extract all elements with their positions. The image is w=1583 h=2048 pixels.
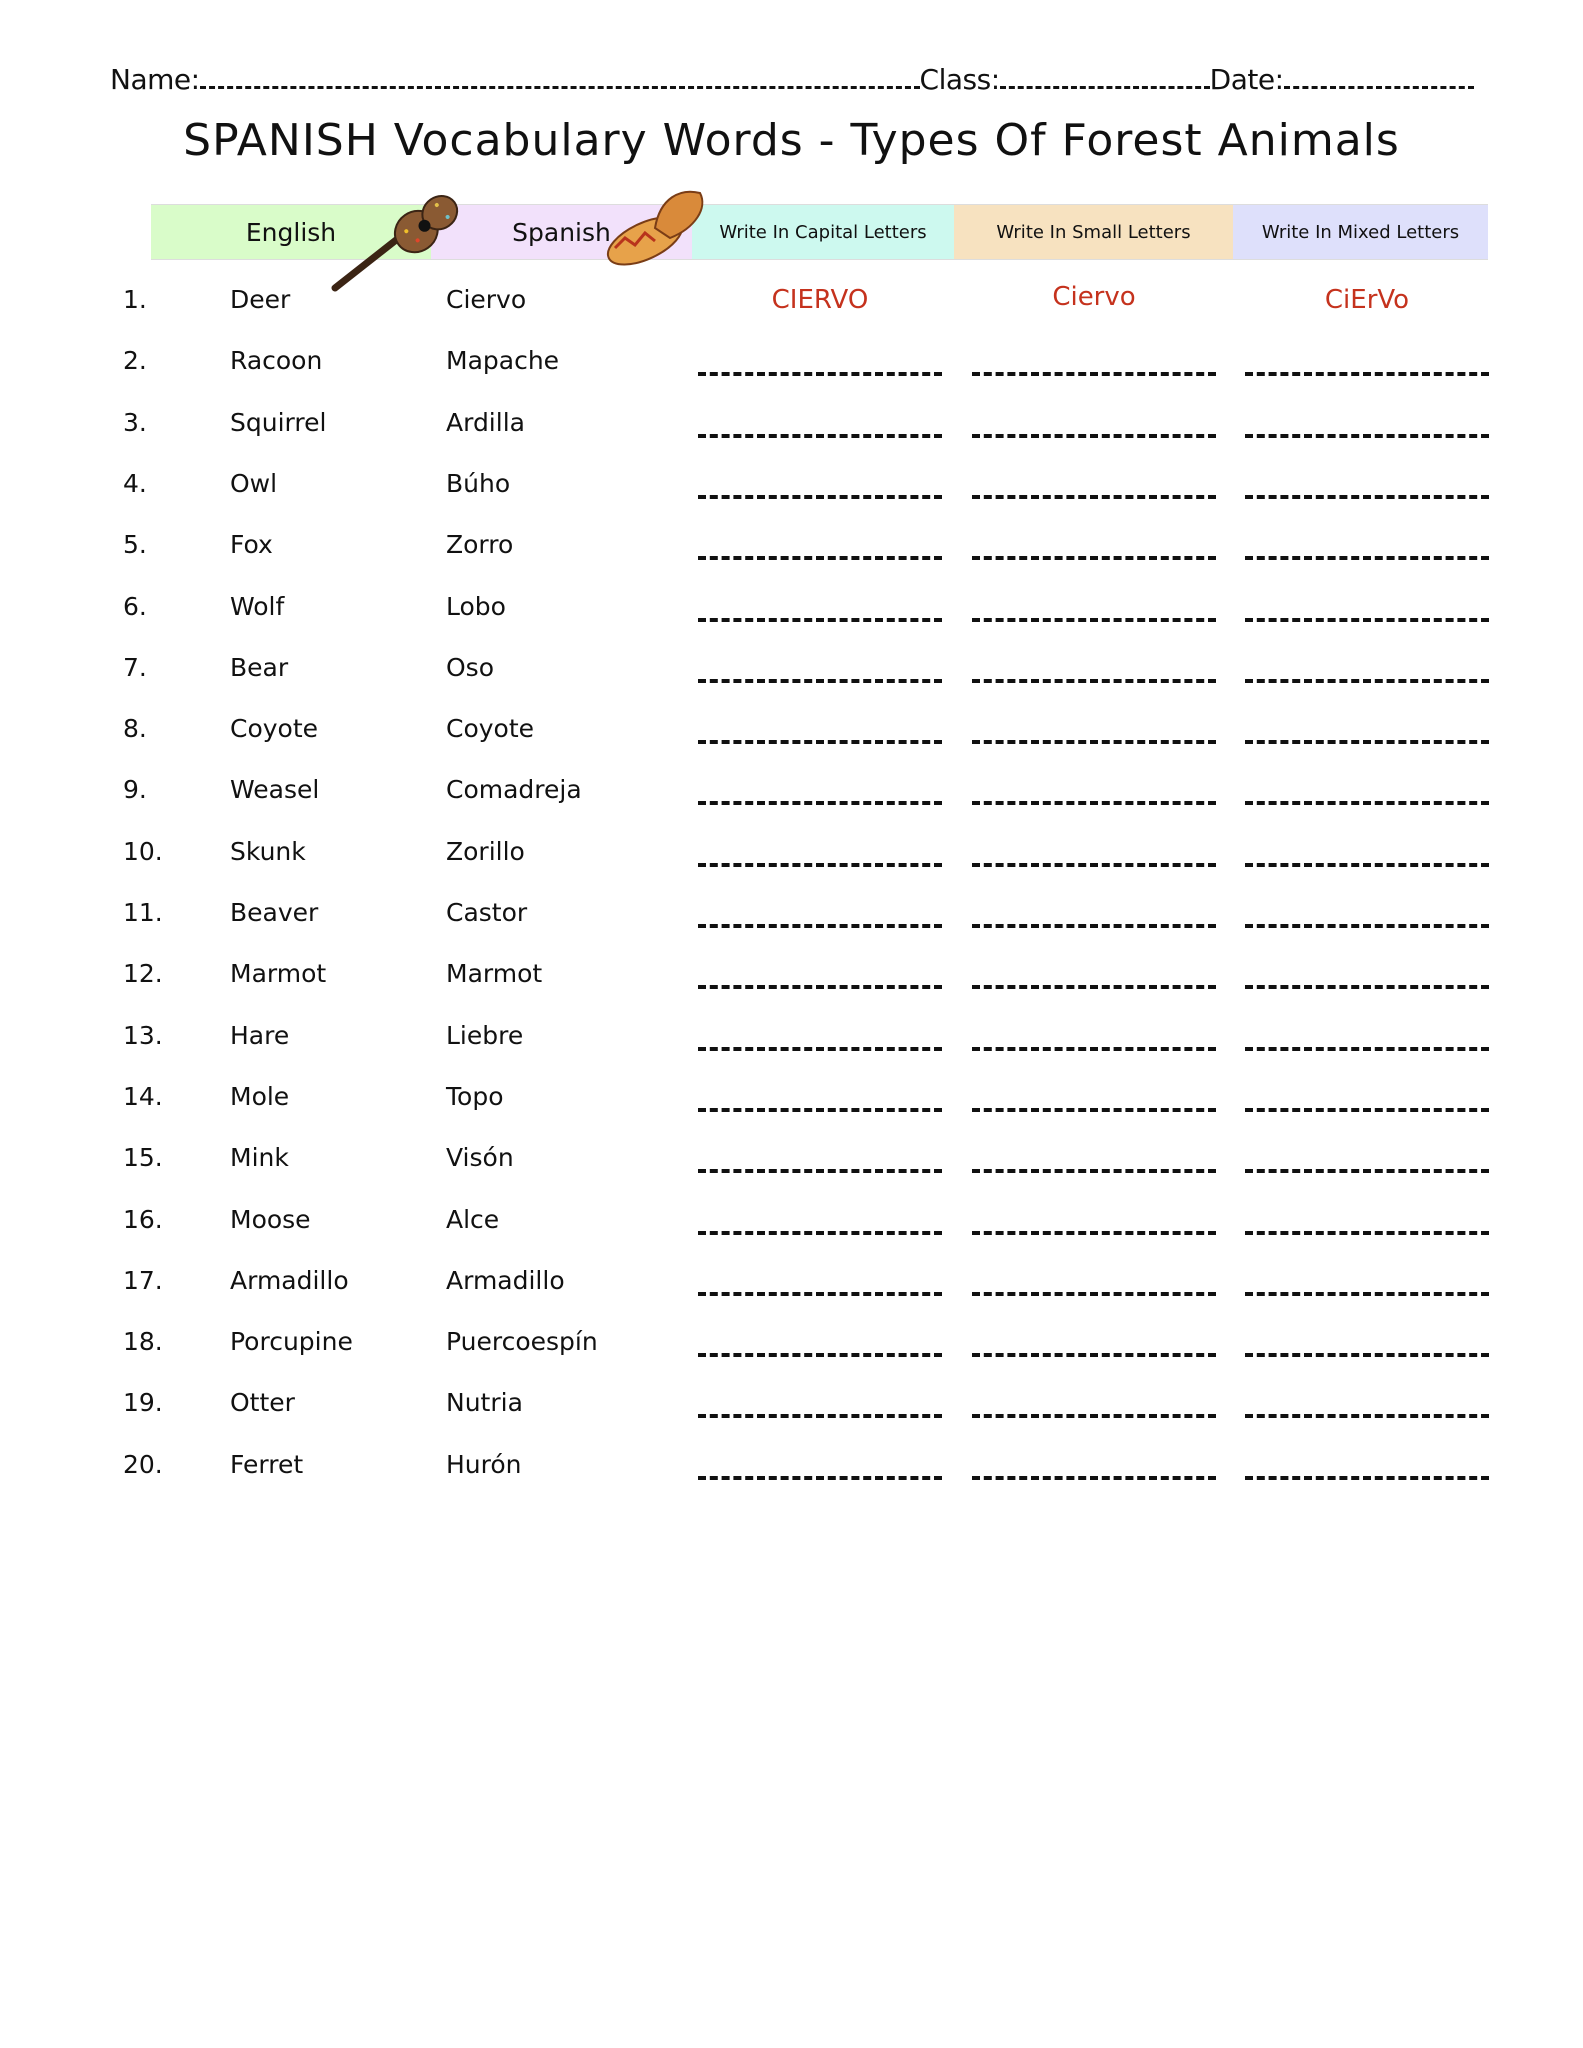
capital-letters-blank[interactable] [698,1209,942,1235]
table-row [0,1021,1583,1061]
english-word: Skunk [230,836,306,866]
english-word: Mole [230,1081,290,1111]
mixed-letters-blank[interactable] [1245,596,1489,622]
spanish-word: Comadreja [446,775,582,805]
capital-letters-blank[interactable] [698,1454,942,1480]
spanish-word: Zorro [446,530,514,560]
english-word: Hare [230,1020,290,1050]
column-header-mixed: Write In Mixed Letters [1233,205,1488,259]
small-letters-blank[interactable] [972,412,1216,438]
spanish-word: Mapache [446,346,560,376]
spanish-word: Visón [446,1143,514,1173]
row-number: 11. [123,898,163,927]
spanish-word: Coyote [446,714,535,744]
row-number: 3. [123,407,147,437]
small-letters-blank[interactable] [972,1331,1216,1357]
table-row [0,1082,1583,1122]
table-row [0,1327,1583,1367]
row-number: 2. [123,346,147,376]
spanish-word: Topo [446,1081,504,1111]
guitar-icon [325,183,475,293]
english-word: Beaver [230,898,319,927]
row-number: 16. [123,1204,163,1234]
column-header-capital: Write In Capital Letters [692,205,954,259]
small-letters-blank[interactable] [972,1209,1216,1235]
mixed-letters-blank[interactable] [1245,718,1489,744]
mixed-letters-blank[interactable] [1245,1392,1489,1418]
small-letters-blank[interactable] [972,779,1216,805]
capital-letters-blank[interactable] [698,350,942,376]
small-letters-blank[interactable] [972,1086,1216,1112]
english-word: Owl [230,468,278,498]
table-row [0,653,1583,693]
capital-letters-blank[interactable] [698,473,942,499]
small-letters-blank[interactable] [972,350,1216,376]
example-mixed: CiErVo [1324,285,1410,315]
capital-letters-blank[interactable] [698,779,942,805]
mixed-letters-blank[interactable] [1245,412,1489,438]
row-number: 13. [123,1020,163,1050]
english-word: Ferret [230,1449,304,1479]
row-number: 14. [123,1081,163,1111]
row-number: 17. [123,1265,163,1295]
capital-letters-blank[interactable] [698,1086,942,1112]
small-letters-blank[interactable] [972,718,1216,744]
table-row [0,959,1583,999]
spanish-word: Oso [446,652,494,682]
mixed-letters-blank[interactable] [1245,1331,1489,1357]
english-word: Otter [230,1388,295,1418]
spanish-word: Liebre [446,1020,524,1050]
table-row [0,408,1583,448]
capital-letters-blank[interactable] [698,1270,942,1296]
page-title: SPANISH Vocabulary Words - Types Of Forest Animals [183,115,1400,166]
row-number: 8. [123,714,147,744]
table-row [0,898,1583,938]
capital-letters-blank[interactable] [698,534,942,560]
spanish-word: Ciervo [446,285,527,314]
name-label: Name: [110,63,200,96]
table-row [0,1143,1583,1183]
row-number: 5. [123,530,147,560]
table-row [0,1205,1583,1245]
small-letters-blank[interactable] [972,657,1216,683]
mixed-letters-blank[interactable] [1245,1086,1489,1112]
mixed-letters-blank[interactable] [1245,1454,1489,1480]
english-word: Moose [230,1204,311,1234]
column-header-small: Write In Small Letters [954,205,1233,259]
spanish-word: Búho [446,468,511,498]
mixed-letters-blank[interactable] [1245,779,1489,805]
spanish-word: Hurón [446,1449,522,1479]
capital-letters-blank[interactable] [698,718,942,744]
example-small: Ciervo [1052,282,1136,312]
table-row [0,592,1583,632]
spanish-word: Armadillo [446,1265,565,1295]
spanish-word: Castor [446,898,528,927]
small-letters-blank[interactable] [972,841,1216,867]
capital-letters-blank[interactable] [698,963,942,989]
small-letters-blank[interactable] [972,1025,1216,1051]
table-row [0,714,1583,754]
capital-letters-blank[interactable] [698,1147,942,1173]
small-letters-blank[interactable] [972,1454,1216,1480]
spanish-word: Nutria [446,1388,523,1418]
capital-letters-blank[interactable] [698,1392,942,1418]
row-number: 18. [123,1327,163,1357]
english-word: Coyote [230,714,319,744]
table-row [0,837,1583,877]
column-header-english: English [151,205,431,259]
capital-letters-blank[interactable] [698,657,942,683]
capital-letters-blank[interactable] [698,412,942,438]
capital-letters-blank[interactable] [698,841,942,867]
mixed-letters-blank[interactable] [1245,1025,1489,1051]
name-field[interactable] [200,62,920,89]
row-number: 7. [123,652,147,682]
row-number: 4. [123,468,147,498]
small-letters-blank[interactable] [972,534,1216,560]
student-info-line [110,62,1485,102]
mixed-letters-blank[interactable] [1245,534,1489,560]
column-header-spanish: Spanish [431,205,692,259]
table-row [0,346,1583,386]
row-number: 20. [123,1449,163,1479]
spanish-word: Marmot [446,959,543,989]
mixed-letters-blank[interactable] [1245,1147,1489,1173]
english-word: Marmot [230,959,327,989]
row-number: 9. [123,775,147,805]
spanish-word: Ardilla [446,407,525,437]
small-letters-blank[interactable] [972,473,1216,499]
row-number: 19. [123,1388,163,1418]
small-letters-blank[interactable] [972,1270,1216,1296]
date-label: Date: [1209,63,1284,96]
english-word: Fox [230,530,273,560]
table-row [0,469,1583,509]
row-number: 1. [123,285,147,314]
spanish-word: Puercoespín [446,1327,598,1357]
english-word: Bear [230,652,289,682]
class-label: Class: [919,63,1000,96]
english-word: Weasel [230,775,320,805]
table-row [0,1450,1583,1490]
small-letters-blank[interactable] [972,902,1216,928]
english-word: Racoon [230,346,323,376]
small-letters-blank[interactable] [972,963,1216,989]
small-letters-blank[interactable] [972,596,1216,622]
example-capital: CIERVO [771,285,869,315]
row-number: 12. [123,959,163,989]
english-word: Porcupine [230,1327,353,1357]
spanish-word: Alce [446,1204,500,1234]
english-word: Armadillo [230,1265,349,1295]
spanish-word: Lobo [446,591,506,621]
table-row [0,530,1583,570]
mixed-letters-blank[interactable] [1245,963,1489,989]
small-letters-blank[interactable] [972,1392,1216,1418]
english-word: Squirrel [230,407,327,437]
capital-letters-blank[interactable] [698,596,942,622]
table-row [0,282,1583,325]
mixed-letters-blank[interactable] [1245,657,1489,683]
capital-letters-blank[interactable] [698,1331,942,1357]
date-field[interactable] [1284,62,1474,89]
mixed-letters-blank[interactable] [1245,1209,1489,1235]
class-field[interactable] [1000,62,1210,89]
mixed-letters-blank[interactable] [1245,473,1489,499]
mixed-letters-blank[interactable] [1245,841,1489,867]
capital-letters-blank[interactable] [698,1025,942,1051]
mixed-letters-blank[interactable] [1245,350,1489,376]
sombrero-icon [600,183,720,268]
row-number: 10. [123,836,163,866]
english-word: Mink [230,1143,289,1173]
mixed-letters-blank[interactable] [1245,902,1489,928]
row-number: 6. [123,591,147,621]
capital-letters-blank[interactable] [698,902,942,928]
small-letters-blank[interactable] [972,1147,1216,1173]
table-row [0,1266,1583,1306]
spanish-word: Zorillo [446,836,525,866]
table-row [0,775,1583,815]
english-word: Wolf [230,591,285,621]
english-word: Deer [230,285,291,314]
row-number: 15. [123,1143,163,1173]
mixed-letters-blank[interactable] [1245,1270,1489,1296]
table-row [0,1388,1583,1428]
